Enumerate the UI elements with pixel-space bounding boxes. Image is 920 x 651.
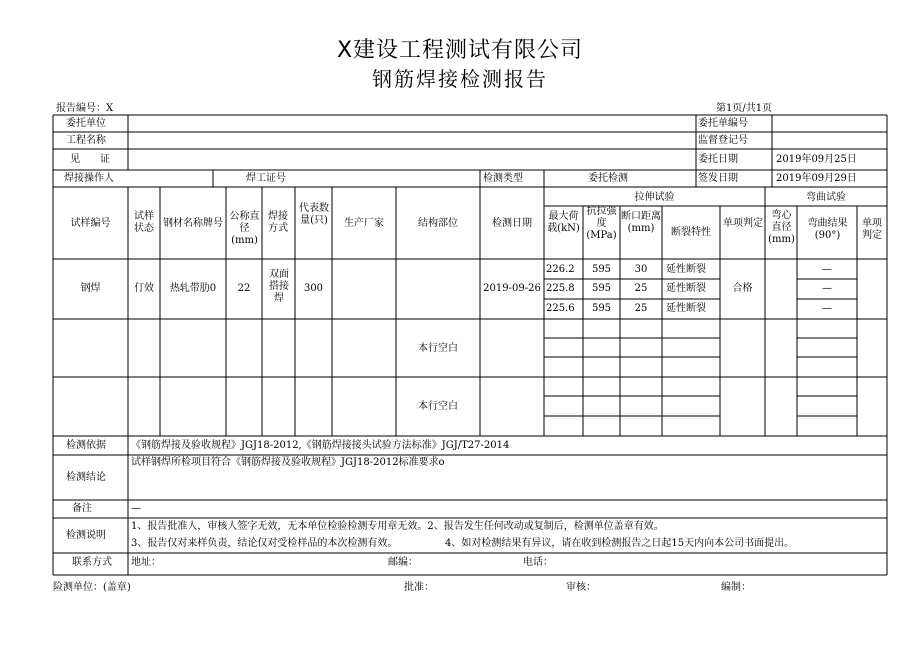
signature-unit: 险测单位：(盖章)	[53, 582, 131, 593]
strength-2: 595	[591, 283, 612, 294]
project-label: 工程名称	[66, 135, 106, 146]
address-label: 地址：	[131, 557, 161, 568]
sample-no: 钢焊	[80, 283, 101, 294]
company-name: X建设工程测试有限公司	[336, 38, 584, 63]
col-break-distance: 断口距离(mm)	[621, 211, 661, 234]
distance-1: 30	[634, 264, 648, 275]
break-type-1: 延性断裂	[666, 264, 706, 275]
sample-judge: 合格	[732, 283, 753, 294]
report-number: 报告编号：X	[56, 103, 114, 114]
commission-date-label: 委托日期	[698, 154, 738, 165]
basis-label: 检测依据	[66, 440, 106, 451]
supervision-label: 监督登记号	[698, 135, 748, 146]
report-title: 钢筋焊接检测报告	[372, 67, 548, 91]
max-load-2: 225.8	[546, 283, 575, 294]
col-bend-diameter: 弯心直径(mm)	[768, 210, 795, 245]
sample-state: 仃效	[134, 283, 154, 294]
col-manufacturer: 生产厂家	[344, 218, 384, 229]
col-max-load: 最大荷载(kN)	[547, 211, 580, 234]
col-batch-qty: 代表数量(只)	[299, 203, 329, 226]
col-bend-judge: 单项判定	[862, 218, 882, 241]
col-tensile-group: 拉伸试验	[634, 192, 675, 203]
sample-batch-qty: 300	[303, 283, 324, 294]
col-tensile-strength: 抗拉强度(MPa)	[586, 206, 617, 241]
issue-date-value: 2019年09月29日	[776, 173, 857, 184]
col-diameter: 公称直径(mm)	[229, 211, 260, 246]
phone-label: 电话：	[523, 557, 553, 568]
contact-label: 联系方式	[72, 557, 112, 568]
page-info: 第1页/共1页	[716, 103, 773, 114]
col-bend-group: 弯曲试验	[806, 192, 846, 203]
issue-date-label: 签发日期	[698, 173, 738, 184]
max-load-1: 226.2	[546, 264, 575, 275]
break-type-2: 延性断裂	[666, 283, 706, 294]
note-2: 3、报告仅对来样负责，结论仅对受检样品的本次检测有效。	[131, 538, 398, 549]
col-single-judge: 单项判定	[723, 218, 763, 229]
strength-3: 595	[591, 303, 612, 314]
col-sample-no: 试样编号	[70, 218, 111, 229]
break-type-3: 延性断裂	[666, 303, 706, 314]
note-1: 1、报告批准人，审核人签字无效，无本单位检验检测专用章无效。2、报告发生任何改动或复制后，检测单位盖章有效。	[131, 521, 664, 532]
conclusion-label: 检测结论	[66, 472, 106, 483]
sample-weld-method: 双面搭接焊	[269, 269, 289, 304]
signature-review: 审核：	[566, 582, 596, 593]
blank-row-note-1: 本行空白	[418, 343, 458, 354]
strength-1: 595	[591, 264, 612, 275]
distance-2: 25	[634, 283, 648, 294]
postcode-label: 邮编：	[388, 557, 418, 568]
signature-approve: 批准：	[404, 582, 434, 593]
basis-value: 《钢筋焊接及验收规程》JGJ18-2012,《钢筋焊接接头试验方法标准》JGJ/T27-2014	[131, 440, 510, 451]
distance-3: 25	[634, 303, 648, 314]
operator-label: 焊接操作人	[64, 173, 114, 184]
cert-label: 焊工证号	[246, 173, 286, 184]
bend-result-1: —	[822, 264, 832, 275]
col-location: 结构部位	[418, 218, 458, 229]
commission-date-value: 2019年09月25日	[776, 154, 857, 165]
col-test-date: 检测日期	[492, 218, 532, 229]
sample-material: 热轧带肋0	[169, 283, 217, 294]
remark-label: 备注	[72, 503, 92, 514]
col-material: 钢材名称牌号	[163, 218, 223, 229]
client-no-label: 委托单编号	[698, 118, 748, 129]
witness-label: 见 证	[70, 154, 110, 165]
client-label: 委托单位	[66, 118, 106, 129]
col-break-type: 断裂特性	[671, 227, 711, 238]
col-bend-result: 弯曲结果(90°)	[807, 218, 848, 241]
note-3: 4、如对检测结果有异议，请在收到检测报告之日起15天内向本公司书面提出。	[445, 538, 795, 549]
sample-test-date: 2019-09-26	[483, 283, 541, 294]
sample-diameter: 22	[237, 283, 251, 294]
test-type-value: 委托检测	[588, 173, 628, 184]
blank-row-note-2: 本行空白	[418, 401, 458, 412]
signature-prepare: 编制：	[721, 582, 751, 593]
bend-result-2: —	[822, 283, 832, 294]
max-load-3: 225.6	[546, 303, 575, 314]
conclusion-value: 试样钢焊所检项目符合《钢筋焊接及验收规程》JGJ18-2012标准要求ο	[131, 457, 445, 468]
col-state: 试样状态	[134, 211, 154, 234]
remark-value: —	[131, 503, 141, 514]
notes-label: 检测说明	[66, 530, 106, 541]
col-weld-method: 焊接方式	[268, 211, 288, 234]
test-type-label: 检测类型	[483, 173, 523, 184]
bend-result-3: —	[822, 303, 832, 314]
